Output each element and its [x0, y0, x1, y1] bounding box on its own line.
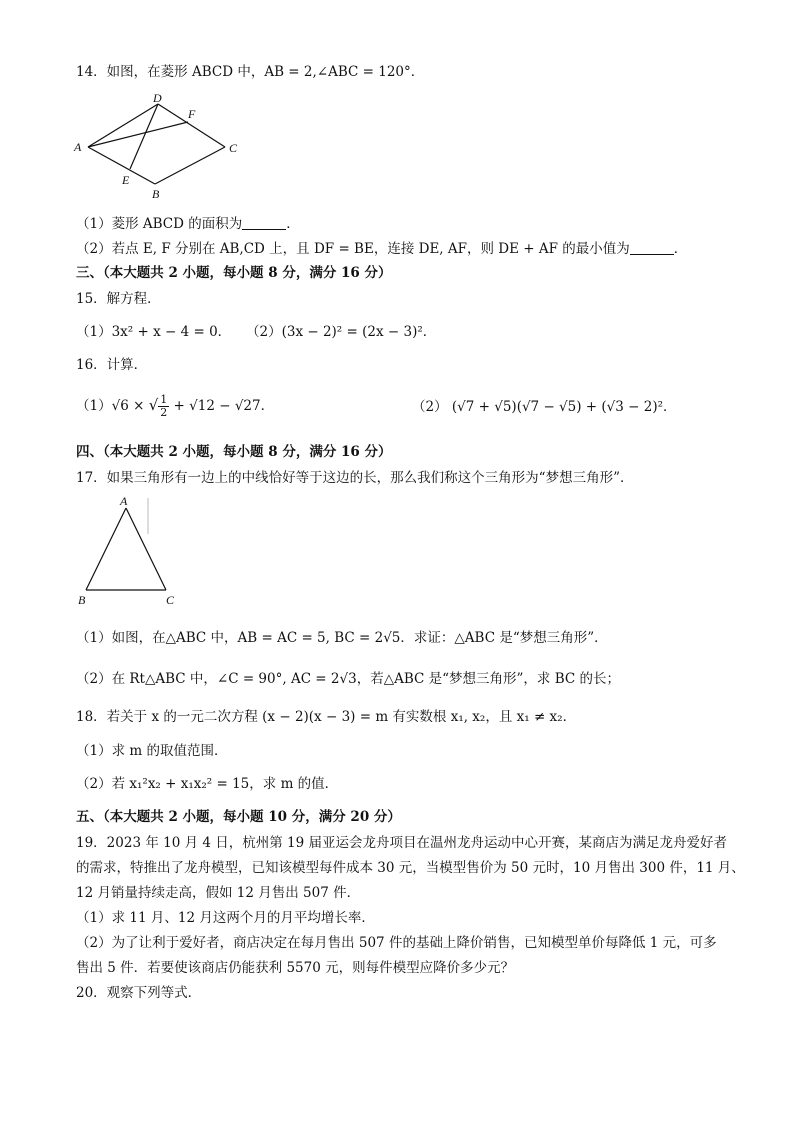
- q16-part1: （1）√6 × √ $\frac{1}{2}$ + √12 − √27．: [76, 393, 275, 419]
- triangle-figure: [72, 494, 182, 609]
- q19-part2-line1: （2）为了让利于爱好者，商店决定在每月售出 507 件的基础上降价销售，已知模型单价每降低 1 元，可多: [76, 935, 717, 951]
- q14-part2: （2）若点 E, F 分别在 AB,CD 上，且 DF = BE，连接 DE, AF，则 DE + AF 的最小值为 ．: [76, 241, 688, 257]
- q18-stem: 18．若关于 x 的一元二次方程 (x − 2)(x − 3) = m 有实数根 x₁, x₂，且 x₁ ≠ x₂．: [76, 709, 577, 725]
- label-C: C: [229, 141, 238, 155]
- answer-blank: [630, 240, 674, 255]
- section-4-heading: 四、（本大题共 2 小题，每小题 8 分，满分 16 分）: [76, 444, 392, 460]
- q19-line2: 的需求，特推出了龙舟模型，已知该模型每件成本 30 元，当模型售价为 50 元时，10 月售出 300 件，11 月、: [76, 860, 745, 876]
- q16-stem: 16．计算．: [76, 357, 148, 373]
- q17-part2: （2）在 Rt△ABC 中，∠C = 90°, AC = 2√3，若△ABC 是“梦想三角形”，求 BC 的长；: [76, 671, 621, 687]
- q15-stem: 15．解方程．: [76, 291, 161, 307]
- q16-part2: （2） (√7 + √5)(√7 − √5) + (√3 − 2)²．: [412, 399, 677, 415]
- label-E: E: [122, 173, 130, 187]
- label-B: B: [152, 187, 160, 201]
- q19-line3: 12 月销量持续走高，假如 12 月售出 507 件．: [76, 885, 361, 901]
- answer-blank: [242, 215, 286, 230]
- q19-part1: （1）求 11 月、12 月这两个月的月平均增长率．: [76, 910, 375, 926]
- q15-part2: （2）(3x − 2)² = (2x − 3)²．: [246, 324, 437, 340]
- label-C: C: [166, 593, 175, 607]
- q17-stem: 17．如果三角形有一边上的中线恰好等于这边的长，那么我们称这个三角形为“梦想三角形”．: [76, 470, 634, 486]
- q14-stem: 14．如图，在菱形 ABCD 中，AB = 2,∠ABC = 120°．: [76, 64, 425, 80]
- q20-stem: 20．观察下列等式．: [76, 985, 202, 1001]
- q18-part1: （1）求 m 的取值范围．: [76, 743, 228, 759]
- section-5-heading: 五、（本大题共 2 小题，每小题 10 分，满分 20 分）: [76, 809, 401, 825]
- q18-part2: （2）若 x₁²x₂ + x₁x₂² = 15，求 m 的值．: [76, 776, 339, 792]
- section-3-heading: 三、（本大题共 2 小题，每小题 8 分，满分 16 分）: [76, 265, 392, 281]
- label-B: B: [78, 593, 86, 607]
- label-D: D: [153, 92, 162, 105]
- label-F: F: [188, 107, 196, 121]
- label-A: A: [74, 140, 82, 154]
- label-A: A: [120, 494, 128, 508]
- fraction-one-half: $\frac{1}{2}$: [160, 393, 168, 419]
- q19-line1: 19．2023 年 10 月 4 日，杭州第 19 届亚运会龙舟项目在温州龙舟运动中心开赛，某商店为满足龙舟爱好者: [76, 835, 728, 851]
- q15-part1: （1）3x² + x − 4 = 0．: [76, 324, 232, 340]
- q14-part1: （1）菱形 ABCD 的面积为 ．: [76, 216, 300, 232]
- q19-part2-line2: 售出 5 件．若要使该商店仍能获利 5570 元，则每件模型应降价多少元？: [76, 960, 515, 976]
- q17-part1: （1）如图，在△ABC 中，AB = AC = 5, BC = 2√5．求证：△ABC 是“梦想三角形”．: [76, 630, 608, 646]
- rhombus-figure: [70, 92, 250, 202]
